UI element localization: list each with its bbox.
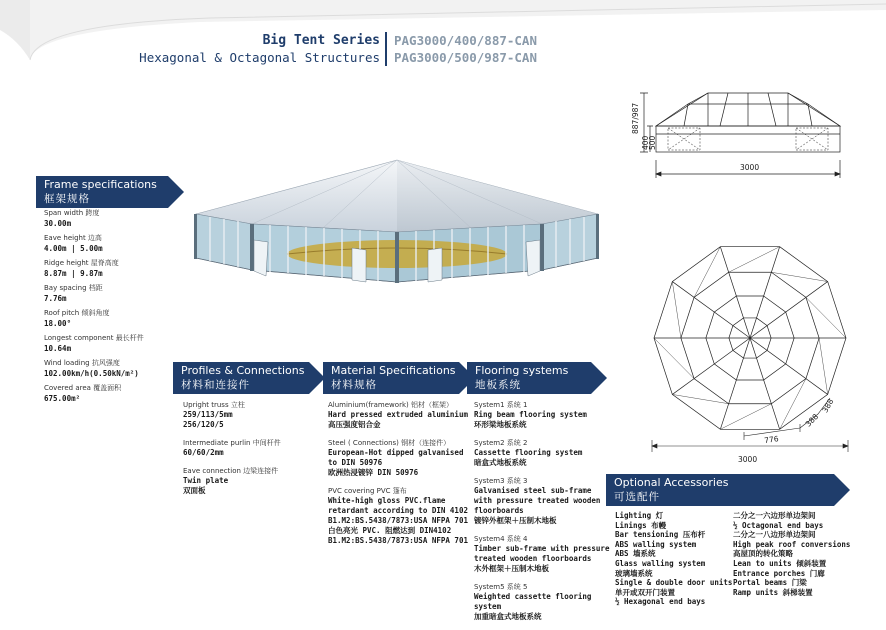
flooring-value: 暗盒式地板系统 [474,458,527,467]
profile-value: 259/113/5mm [183,410,233,419]
profile-label: Eave connection 边梁连接件 [183,467,279,475]
material-heading: Material Specifications [331,364,456,377]
header-divider [385,32,387,66]
profiles-banner [173,362,309,394]
spec-label: Eave height 边高 [44,234,102,242]
frame-specs-banner [36,176,168,208]
material-group [328,486,466,546]
accessory-item: Linings 布幔 [615,520,667,530]
material-list [328,400,466,554]
accessory-item: High peak roof conversions [733,539,851,549]
accessories-left-list [615,511,732,607]
accessory-item: 玻璃墙系统 [615,568,653,578]
flooring-value: floorboards [474,506,524,515]
flooring-value: Cassette flooring system [474,448,583,457]
material-value: B1.M2:BS.5438/7873:USA NFPA 701 [328,516,468,525]
elevation-total-height-label: 887/987 [631,102,640,134]
profiles-heading-cn: 材料和连接件 [181,379,250,391]
material-value: Hard pressed extruded aluminium [328,410,468,419]
accessory-item: Bar tensioning 压布杆 [615,530,706,540]
plan-bay-388-label: 388 [803,411,821,429]
elevation-drawing [608,82,878,182]
product-codes [394,32,537,66]
spec-item [44,308,164,329]
material-label: Steel ( Connections) 钢材（连接件） [328,439,451,447]
flooring-group [474,582,602,622]
material-group [328,438,466,478]
profile-value: 双面板 [183,486,206,495]
accessory-item: Entrance porches 门廊 [733,568,825,578]
flooring-label: System3 系统 3 [474,477,528,485]
accessory-item: ABS walling system [615,539,697,549]
accessory-item: 二分之一八边形单边架间 [733,530,816,540]
accessory-item: Glass walling system [615,558,706,568]
series-subtitle: Hexagonal & Octagonal Structures [139,50,380,65]
accessories-heading-cn: 可选配件 [614,491,660,503]
frame-specs-heading: Frame specifications [44,178,157,191]
spec-item [44,233,164,254]
spec-label: Covered area 覆盖面积 [44,384,122,392]
spec-value: 18.00° [44,319,72,328]
flooring-label: System5 系统 5 [474,583,528,591]
flooring-label: System4 系统 4 [474,535,528,543]
flooring-heading-cn: 地板系统 [475,379,521,391]
flooring-value: Weighted cassette flooring [474,592,592,601]
spec-value: 7.76m [44,294,67,303]
spec-item [44,383,164,404]
spec-value: 675.00m² [44,394,81,403]
accessory-item: Lighting 灯 [615,511,664,520]
elevation-eave-500-label: 500 [648,135,657,150]
elevation-eave-400-label: 400 [641,135,650,150]
material-value: 欧洲热浸镀锌 DIN 50976 [328,468,419,477]
flooring-value: with pressure treated wooden [474,496,601,505]
spec-item [44,208,164,229]
profile-group [183,438,318,458]
accessory-item: ½ Hexagonal end bays [615,597,706,607]
profile-value: Twin plate [183,476,229,485]
spec-label: Bay spacing 档距 [44,284,103,292]
plan-bay-776-label: 776 [763,434,780,446]
profile-value: 60/60/2mm [183,448,224,457]
spec-item [44,333,164,354]
spec-value: 8.87m | 9.87m [44,269,103,278]
tent-rendering-image [192,158,602,292]
profile-label: Upright truss 立柱 [183,401,245,409]
frame-specs-list [44,208,164,408]
plan-structure-lines [654,247,846,430]
flooring-label: System1 系统 1 [474,401,528,409]
plan-bay-388-label: 388 [820,397,836,415]
profile-value: 256/120/5 [183,420,224,429]
spec-item [44,283,164,304]
spec-label: Wind loading 抗风强度 [44,359,120,367]
material-label: PVC covering PVC 篷布 [328,487,407,495]
series-title: Big Tent Series [262,33,380,48]
flooring-group [474,476,602,526]
accessories-heading: Optional Accessories [614,476,729,489]
plan-width-label: 3000 [738,455,758,464]
material-value: 白色亮光 PVC. 阻燃达到 DIN4102 [328,526,452,535]
accessories-banner [606,474,834,506]
material-value: White-high gloss PVC.flame [328,496,446,505]
accessory-item: Portal beams 门梁 [733,578,807,588]
profiles-list [183,400,318,504]
accessory-item: 高屋顶的转化策略 [733,549,793,559]
spec-label: Roof pitch 倾斜角度 [44,309,110,317]
spec-value: 10.64m [44,344,72,353]
product-code: PAG3000/500/987-CAN [394,50,537,65]
profiles-heading: Profiles & Connections [181,364,305,377]
flooring-value: treated wooden floorboards [474,554,592,563]
spec-value: 102.00km/h(0.50kN/m²) [44,369,139,378]
flooring-heading: Flooring systems [475,364,569,377]
material-heading-cn: 材料规格 [331,379,377,391]
flooring-list [474,400,610,630]
spec-item [44,358,164,379]
material-value: to DIN 50976 [328,458,383,467]
spec-label: Span width 跨度 [44,209,100,217]
elevation-width-label: 3000 [740,163,760,172]
material-group [328,400,466,430]
accessory-item: Single & double door units [615,578,733,588]
flooring-value: system [474,602,502,611]
flooring-value: Timber sub-frame with pressure [474,544,610,553]
flooring-label: System2 系统 2 [474,439,528,447]
flooring-banner [467,362,591,394]
flooring-value: 镀锌外框架＋压制木地板 [474,516,557,525]
product-code: PAG3000/400/887-CAN [394,33,537,48]
material-value: European-Hot dipped galvanised [328,448,464,457]
profile-label: Intermediate purlin 中间杆件 [183,439,281,447]
accessory-item: ABS 墙系统 [615,549,656,559]
plan-drawing [640,238,866,472]
spec-label: Longest component 最长杆件 [44,334,144,342]
profile-group [183,466,318,496]
flooring-value: 加重暗盒式地板系统 [474,612,542,621]
accessory-item: 二分之一六边形单边架间 [733,511,816,520]
spec-label: Ridge height 屋脊高度 [44,259,119,267]
spec-value: 30.00m [44,219,72,228]
flooring-group [474,534,610,574]
flooring-value: Galvanised steel sub-frame [474,486,592,495]
flooring-value: 环形梁地板系统 [474,420,527,429]
accessory-item: ½ Octagonal end bays [733,520,824,530]
frame-specs-heading-cn: 框架规格 [44,193,90,205]
flooring-group [474,438,602,468]
material-banner [323,362,459,394]
accessory-item: Lean to units 倾斜装置 [733,558,827,568]
flooring-value: 木外框架＋压制木地板 [474,564,549,573]
material-label: Aluminium(framework) 铝材（框架） [328,401,453,409]
spec-item [44,258,164,279]
material-value: retardant according to DIN 4102 [328,506,468,515]
profile-group [183,400,318,430]
flooring-value: Ring beam flooring system [474,410,587,419]
material-value: 高压强度铝合金 [328,420,381,429]
accessory-item: 单开或双开门装置 [615,587,675,597]
accessories-right-list [733,511,850,597]
spec-value: 4.00m | 5.00m [44,244,103,253]
flooring-group [474,400,602,430]
accessory-item: Ramp units 斜梯装置 [733,587,813,597]
header-title [139,32,380,66]
material-value: B1.M2:BS.5438/7873:USA NFPA 701 [328,536,468,545]
